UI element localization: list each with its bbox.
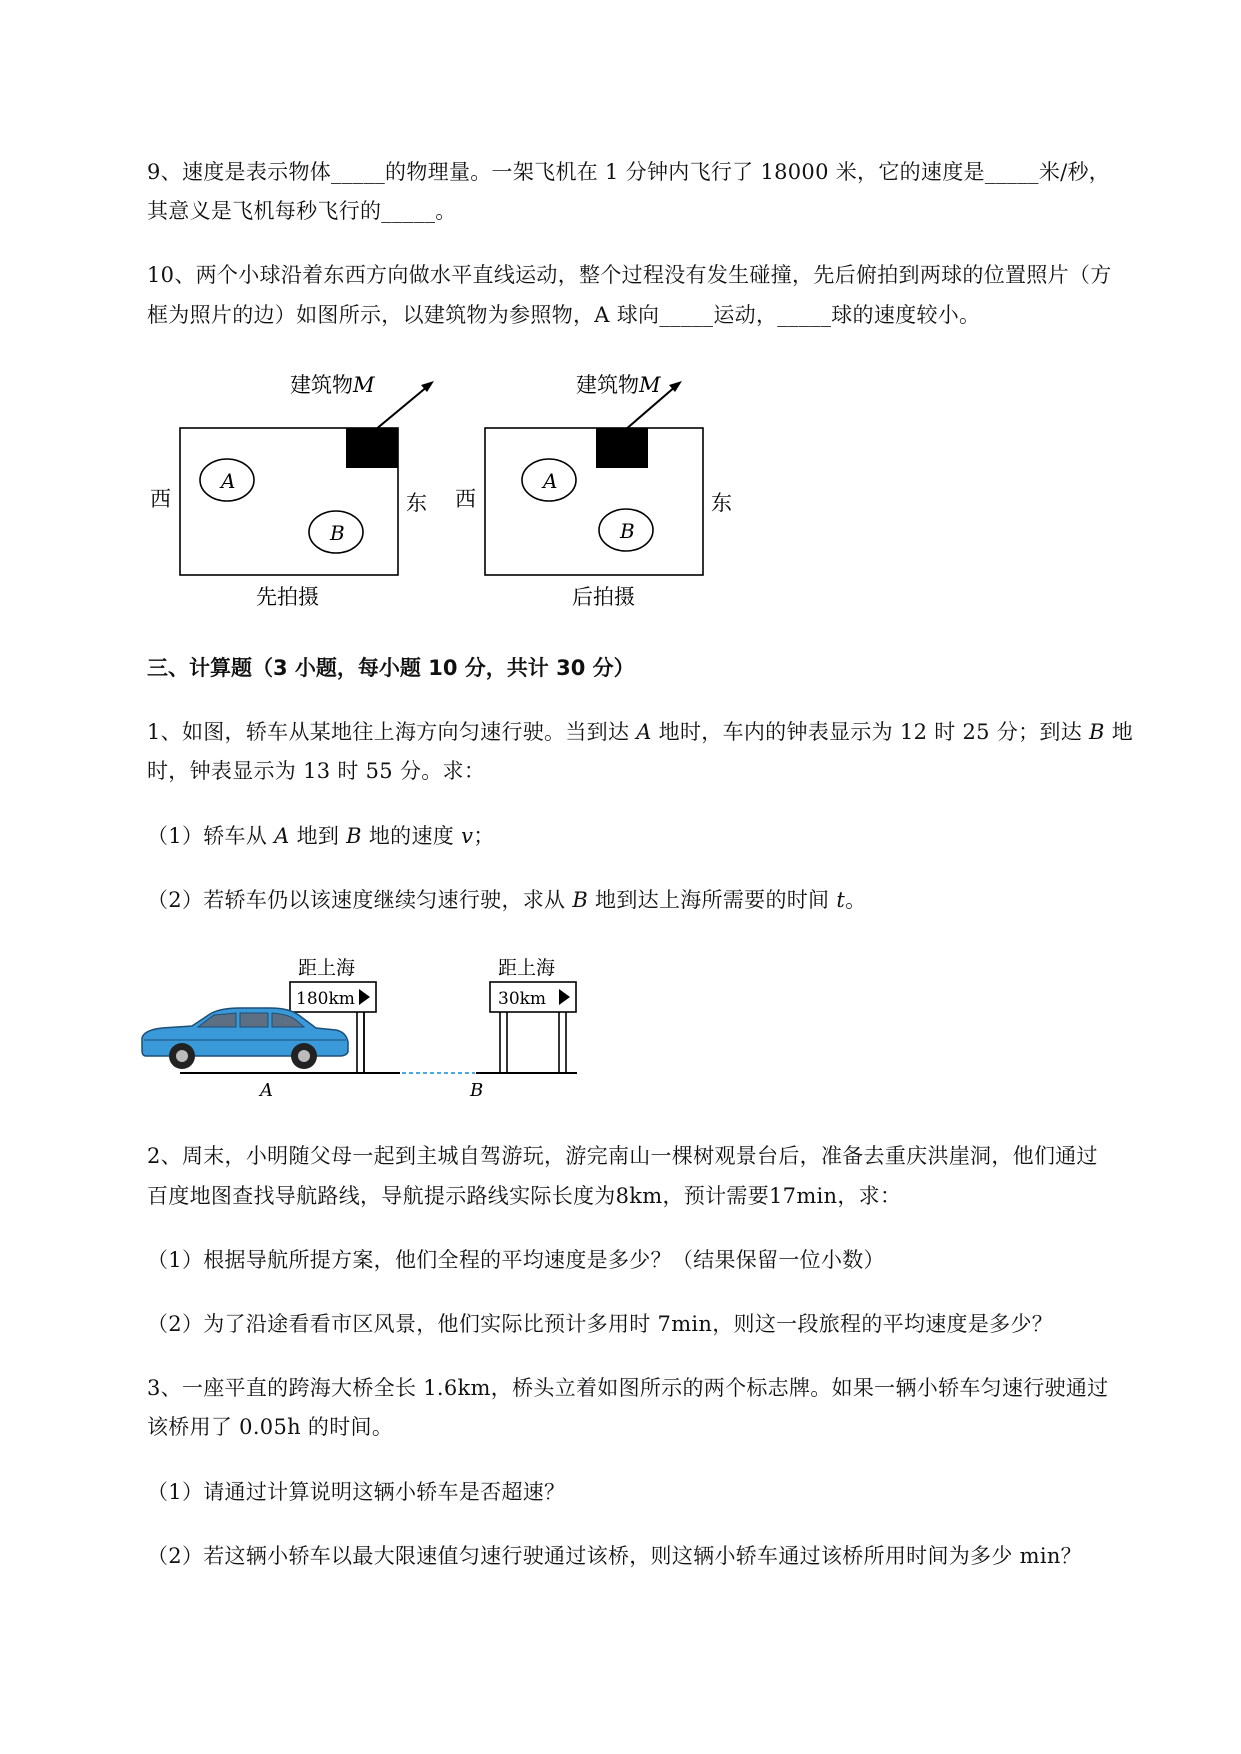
- point-b-label: B: [470, 1080, 484, 1100]
- c2-part-2: （2）为了沿途看看市区风景，他们实际比预计多用时 7min，则这一段旅程的平均速度是多少？: [147, 1312, 1054, 1336]
- ball-b-label-first: B: [330, 521, 345, 545]
- q10-line-1: 10、两个小球沿着东西方向做水平直线运动，整个过程没有发生碰撞，先后俯拍到两球的位置照片（方: [147, 263, 1112, 287]
- c3-part-2: （2）若这辆小轿车以最大限速值匀速行驶通过该桥，则这辆小轿车通过该桥所用时间为多少 min？: [147, 1544, 1082, 1568]
- car-window-mid: [240, 1013, 268, 1027]
- arrow-first: [375, 386, 428, 430]
- c2-line-1: 2、周末，小明随父母一起到主城自驾游玩，游完南山一棵树观景台后，准备去重庆洪崖洞，他们通过: [147, 1144, 1098, 1168]
- c1-part-2: （2）若轿车仍以该速度继续匀速行驶，求从 B 地到达上海所需要的时间 t。: [147, 888, 867, 912]
- east-label-second: 东: [711, 491, 732, 515]
- q9-line-2: 其意义是飞机每秒飞行的_____。: [147, 199, 457, 223]
- section-3-title: 三、计算题（3 小题，每小题 10 分，共计 30 分）: [147, 656, 635, 680]
- sign1-title: 距上海: [298, 957, 356, 979]
- west-label-second: 西: [455, 487, 476, 511]
- c3-line-1: 3、一座平直的跨海大桥全长 1.6km，桥头立着如图所示的两个标志牌。如果一辆小轿车匀速行驶通过: [147, 1376, 1109, 1400]
- c1-part-1: （1）轿车从 A 地到 B 地的速度 v；: [147, 824, 495, 848]
- building-label-first: 建筑物M: [290, 373, 375, 397]
- c1-line-1: 1、如图，轿车从某地往上海方向匀速行驶。当到达 A 地时，车内的钟表显示为 12 时 25 分；到达 B 地: [147, 720, 1134, 744]
- car-icon: [142, 1008, 348, 1069]
- c2-part-1: （1）根据导航所提方案，他们全程的平均速度是多少？（结果保留一位小数）: [147, 1248, 885, 1272]
- building-second: [596, 428, 648, 468]
- sign1-value: 180km: [296, 989, 355, 1009]
- sign-30km: [490, 957, 576, 1073]
- sign2-value: 30km: [498, 989, 547, 1009]
- car-hubcap-rear: [176, 1050, 188, 1062]
- east-label-first: 东: [406, 491, 427, 515]
- caption-first: 先拍摄: [256, 585, 319, 609]
- c3-part-1: （1）请通过计算说明这辆小轿车是否超速？: [147, 1480, 566, 1504]
- photo-first: [150, 373, 434, 609]
- ball-b-label-second: B: [620, 519, 635, 543]
- c2-line-2: 百度地图查找导航路线，导航提示路线实际长度为8km，预计需要17min，求：: [147, 1184, 902, 1208]
- building-label-second: 建筑物M: [576, 373, 661, 397]
- photo-frame-second: [485, 428, 703, 575]
- point-a-label: A: [260, 1080, 273, 1100]
- c1-figure: [140, 950, 600, 1100]
- c1-line-2: 时，钟表显示为 13 时 55 分。求：: [147, 759, 486, 783]
- photo-second: [455, 373, 732, 609]
- q9-line-1: 9、速度是表示物体_____的物理量。一架飞机在 1 分钟内飞行了 18000 米，它的速度是_____米/秒，: [147, 160, 1111, 184]
- west-label-first: 西: [150, 487, 171, 511]
- building-first: [346, 428, 398, 468]
- car-hubcap-front: [298, 1050, 310, 1062]
- q10-line-2: 框为照片的边）如图所示，以建筑物为参照物，A 球向_____运动，_____球的速度较小。: [147, 303, 981, 327]
- ball-a-label-first: A: [221, 469, 236, 493]
- caption-second: 后拍摄: [572, 585, 635, 609]
- q10-figure: [140, 362, 740, 612]
- sign2-title: 距上海: [498, 957, 556, 979]
- c3-line-2: 该桥用了 0.05h 的时间。: [147, 1415, 394, 1439]
- ball-a-label-second: A: [543, 469, 558, 493]
